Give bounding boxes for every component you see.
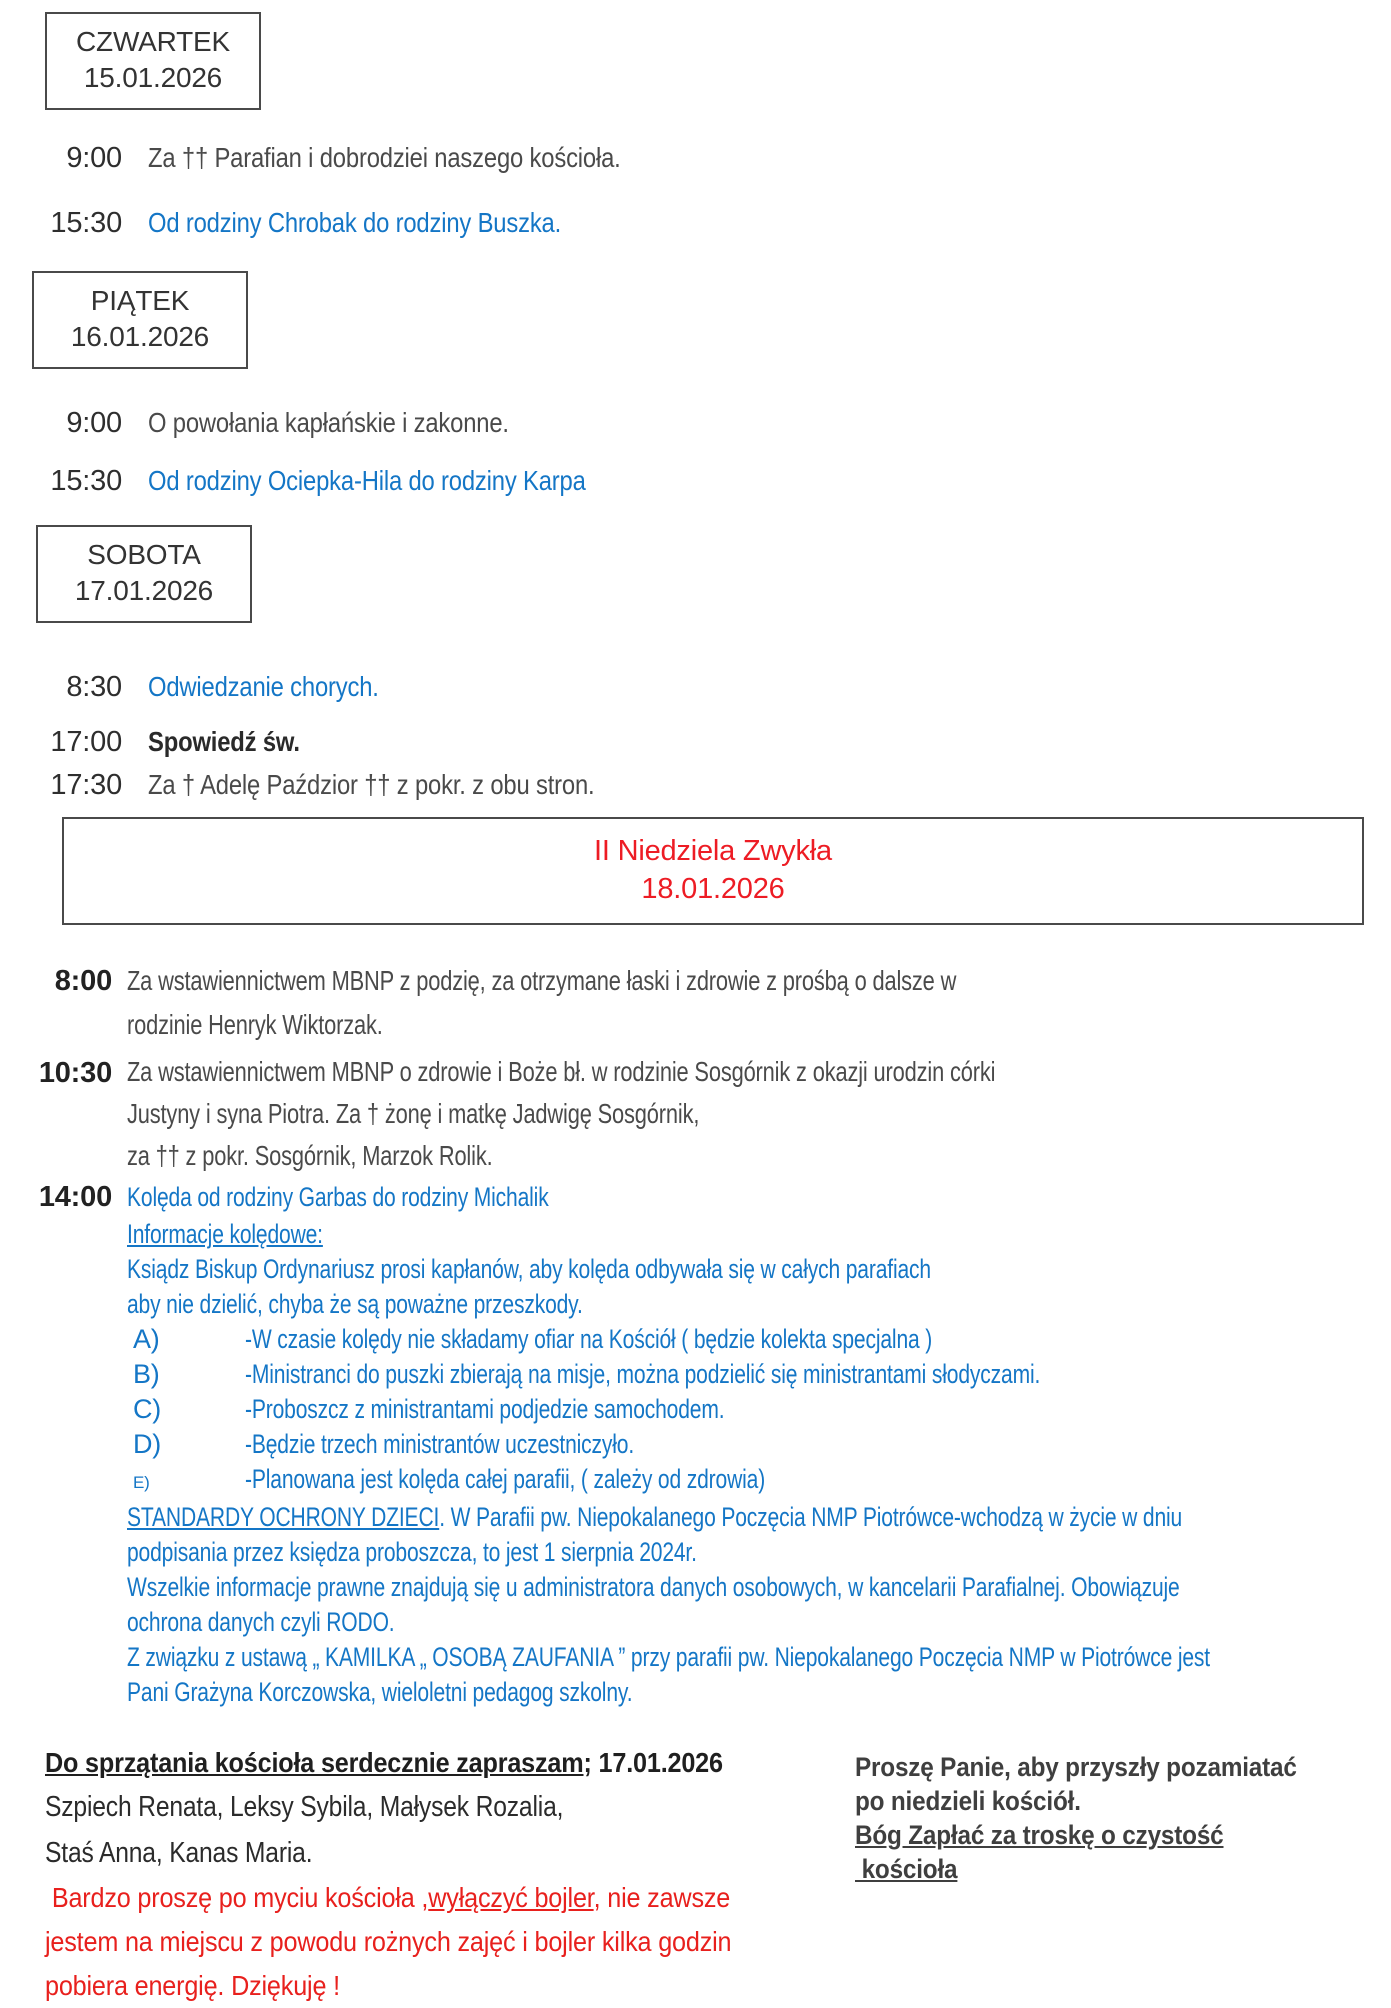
cleaning-announcement: [45, 1734, 825, 2008]
list-item-text: -Ministranci do puszki zbierają na misje, można podzielić się ministrantami słodyczami.: [245, 1359, 1041, 1389]
day-name: SOBOTA: [87, 539, 201, 570]
mass-time: 9:00: [66, 407, 122, 439]
mass-intention: Spowiedź św.: [148, 726, 300, 757]
standards-lead: STANDARDY OCHRONY DZIECI: [127, 1502, 440, 1532]
day-box-saturday: [36, 525, 252, 623]
standards-line: Wszelkie informacje prawne znajdują się u administratora danych osobowych, w kancelarii Parafialnej. Obowiązuje: [127, 1572, 1180, 1602]
mass-intention: Za † Adelę Paździor †† z pokr. z obu stron.: [148, 769, 595, 800]
mass-row: [0, 205, 1391, 241]
list-item-text: -Będzie trzech ministrantów uczestniczyło.: [245, 1429, 635, 1459]
day-date: 17.01.2026: [74, 575, 214, 606]
day-box-thursday: [45, 12, 261, 110]
list-item-label: E): [133, 1473, 150, 1492]
mass-time: 9:00: [66, 142, 122, 174]
mass-intention: Od rodziny Chrobak do rodziny Buszka.: [148, 207, 562, 238]
cleaning-heading: Do sprzątania kościoła serdecznie zapraszam; 17.01.2026: [45, 1747, 723, 1778]
parish-bulletin: [0, 12, 1391, 2008]
koleda-block: [127, 1177, 1391, 1710]
mass-time: 17:00: [50, 726, 122, 758]
koleda-info-line: aby nie dzielić, chyba że są poważne przeszkody.: [127, 1289, 583, 1319]
koleda-info-heading: Informacje kolędowe:: [127, 1219, 323, 1249]
day-date: 16.01.2026: [70, 321, 210, 352]
request-line: Proszę Panie, aby przyszły pozamiatać: [855, 1752, 1297, 1782]
list-item-text: -Planowana jest kolęda całej parafii, ( zależy od zdrowia): [245, 1464, 766, 1494]
mass-row: [0, 767, 1391, 803]
mass-row: [0, 724, 1391, 760]
koleda-info-line: Ksiądz Biskup Ordynariusz prosi kapłanów, aby kolęda odbywała się w całych parafiach: [127, 1254, 931, 1284]
standards-line: Z związku z ustawą „ KAMILKA „ OSOBĄ ZAUFANIA ” przy parafii pw. Niepokalanego Poczęcia NMP w Piotrówce jest: [127, 1642, 1210, 1672]
mass-row: [0, 669, 1391, 705]
boiler-warning: Bardzo proszę po myciu kościoła ,wyłączyć bojler, nie zawsze: [45, 1882, 731, 1913]
list-item-label: C): [133, 1394, 162, 1424]
mass-row: [0, 140, 1391, 176]
mass-intention: Za †† Parafian i dobrodziei naszego kościoła.: [148, 142, 621, 173]
mass-intention: Za wstawiennictwem MBNP z podzię, za otrzymane łaski i zdrowie z prośbą o dalsze w rodzinie Henryk Wiktorzak.: [127, 965, 957, 1040]
mass-row: [0, 463, 1391, 499]
list-item: [127, 1357, 1391, 1392]
mass-intention: Od rodziny Ociepka-Hila do rodziny Karpa: [148, 465, 586, 496]
bottom-section: [0, 1734, 1391, 2008]
list-item-label: B): [133, 1359, 160, 1389]
list-item-label: A): [133, 1324, 160, 1354]
list-item: [127, 1392, 1391, 1427]
mass-time: 14:00: [38, 1181, 112, 1213]
request-line: kościoła: [855, 1854, 958, 1884]
cleaning-names: Szpiech Renata, Leksy Sybila, Małysek Rozalia,: [45, 1791, 564, 1823]
list-item-text: -Proboszcz z ministrantami podjedzie samochodem.: [245, 1394, 725, 1424]
mass-time: 15:30: [50, 465, 122, 497]
sweeping-request: [855, 1734, 1385, 2008]
list-item-text: -W czasie kolędy nie składamy ofiar na Kościół ( będzie kolekta specjalna ): [245, 1324, 933, 1354]
request-line: Bóg Zapłać za troskę o czystość: [855, 1820, 1224, 1850]
list-item: [127, 1322, 1391, 1357]
mass-time: 8:30: [66, 671, 122, 703]
standards-line: Pani Grażyna Korczowska, wieloletni pedagog szkolny.: [127, 1677, 633, 1707]
day-box-friday: [32, 271, 248, 369]
sunday-header-box: [62, 817, 1364, 925]
day-date: 15.01.2026: [83, 62, 223, 93]
mass-intention: Odwiedzanie chorych.: [148, 671, 379, 702]
mass-row: [0, 1177, 1391, 1710]
boiler-warning-line: jestem na miejscu z powodu rożnych zajęć i bojler kilka godzin: [45, 1926, 732, 1957]
list-item-label: D): [133, 1429, 162, 1459]
mass-row: [0, 959, 1391, 1047]
list-item: [127, 1427, 1391, 1462]
day-name: PIĄTEK: [90, 285, 190, 316]
mass-row: [0, 405, 1391, 441]
mass-row: [0, 1051, 1391, 1177]
mass-time: 17:30: [50, 769, 122, 801]
mass-intention: Za wstawiennictwem MBNP o zdrowie i Boże bł. w rodzinie Sosgórnik z okazji urodzin córki Justyny i syna Piotra. Za † żonę i matkę Jadwigę Sosgórnik, za †† z pokr. Sosgórnik, Marzok Rolik.: [127, 1056, 996, 1171]
mass-time: 8:00: [54, 965, 112, 997]
mass-time: 10:30: [38, 1057, 112, 1089]
boiler-warning-line: pobiera energię. Dziękuję !: [45, 1970, 340, 2001]
sunday-date: 18.01.2026: [641, 873, 785, 905]
day-name: CZWARTEK: [76, 26, 230, 57]
standards-line: ochrona danych czyli RODO.: [127, 1607, 395, 1637]
standards-line: STANDARDY OCHRONY DZIECI. W Parafii pw. Niepokalanego Poczęcia NMP Piotrówce-wchodzą w życie w dniu: [127, 1502, 1183, 1532]
sunday-title: II Niedziela Zwykła: [594, 835, 832, 867]
request-line: po niedzieli kościół.: [855, 1786, 1081, 1816]
mass-intention: Kolęda od rodziny Garbas do rodziny Michalik: [127, 1182, 549, 1212]
cleaning-names: Staś Anna, Kanas Maria.: [45, 1837, 313, 1869]
mass-time: 15:30: [50, 207, 122, 239]
standards-line: podpisania przez księdza proboszcza, to jest 1 sierpnia 2024r.: [127, 1537, 697, 1567]
mass-intention: O powołania kapłańskie i zakonne.: [148, 407, 509, 438]
list-item: [127, 1462, 1391, 1500]
